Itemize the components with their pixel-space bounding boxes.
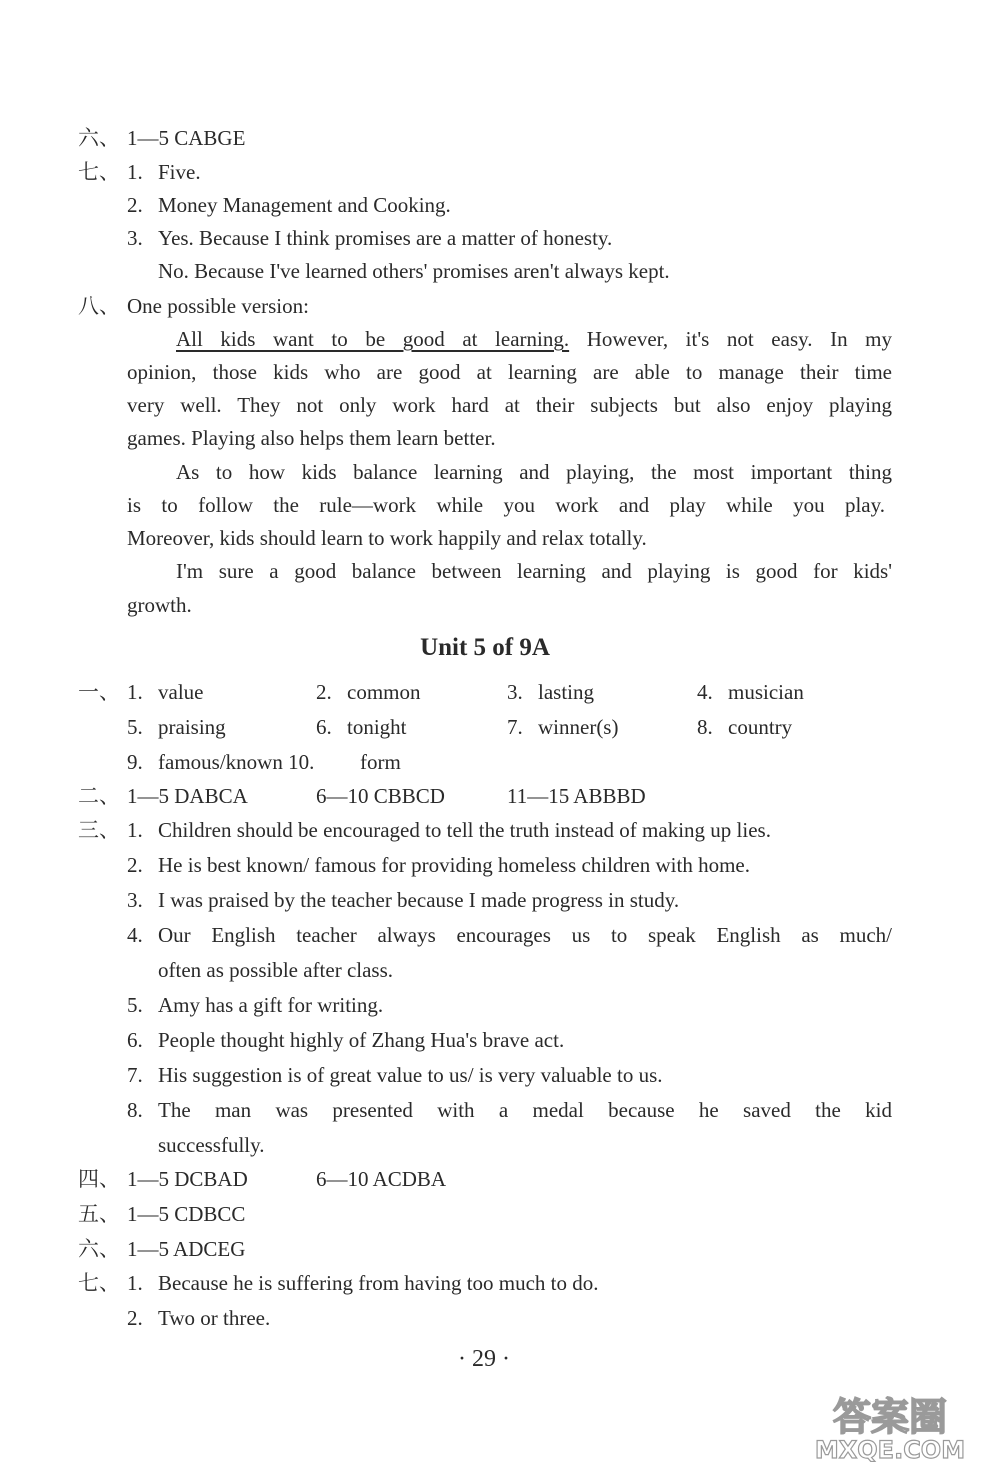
essay-line: growth. — [127, 593, 192, 617]
choice-answers: 6—10 ACDBA — [316, 1167, 447, 1191]
translation-answer: The man was presented with a medal because he saved the kid — [158, 1098, 892, 1122]
translation-answer: He is best known/ famous for providing homeless children with home. — [158, 853, 750, 877]
item-number: 2. — [316, 680, 332, 704]
watermark-text-bottom: MXQE.COM — [814, 1436, 966, 1462]
vocab-answer: value — [158, 680, 204, 704]
vocab-answer: form — [360, 750, 401, 774]
essay-line: I'm sure a good balance between learning and playing is good for kids' — [176, 559, 892, 583]
watermark-logo — [785, 1392, 995, 1462]
watermark-text-top: 答案圈 — [832, 1395, 948, 1439]
item-number: 3. — [127, 888, 143, 912]
item-number: 4. — [697, 680, 713, 704]
choice-answers: 6—10 CBBCD — [316, 784, 445, 808]
translation-answer: Our English teacher always encourages us to speak English as much/ — [158, 923, 892, 947]
item-number: 1. — [127, 1271, 143, 1295]
choice-answers: 1—5 DCBAD — [127, 1167, 248, 1191]
section-7-label: 七、 — [78, 160, 120, 184]
essay-line: very well. They not only work hard at their subjects but also enjoy playing — [127, 393, 892, 417]
essay-line: As to how kids balance learning and playing, the most important thing — [176, 460, 892, 484]
item-number: 5. — [127, 715, 143, 739]
choice-answers: 1—5 ADCEG — [127, 1237, 246, 1261]
vocab-answer: tonight — [347, 715, 407, 739]
item-number: 9. — [127, 750, 143, 774]
essay-paragraph-1-line-1: All kids want to be good at learning. However, it's not easy. In my — [176, 327, 892, 351]
item-number: 2. — [127, 1306, 143, 1330]
item-number: 3. — [127, 226, 143, 250]
translation-answer: I was praised by the teacher because I made progress in study. — [158, 888, 680, 912]
unit-section-6-label: 六、 — [78, 1237, 120, 1261]
translation-answer-continued: often as possible after class. — [158, 958, 394, 982]
essay-line: opinion, those kids who are good at learning are able to manage their time — [127, 360, 892, 384]
essay-line: Moreover, kids should learn to work happily and relax totally. — [127, 526, 647, 550]
translation-answer: Amy has a gift for writing. — [158, 993, 384, 1017]
choice-answers: 1—5 DABCA — [127, 784, 248, 808]
essay-line: is to follow the rule—work while you work and play while you play. — [127, 493, 885, 517]
item-number: 8. — [127, 1098, 143, 1122]
translation-answer: His suggestion is of great value to us/ is very valuable to us. — [158, 1063, 663, 1087]
section-6-answers: 1—5 CABGE — [127, 126, 246, 150]
item-number: 4. — [127, 923, 143, 947]
vocab-answer: common — [347, 680, 421, 704]
item-number: 2. — [127, 853, 143, 877]
unit-section-3-label: 三、 — [78, 818, 120, 842]
essay-intro: One possible version: — [127, 294, 309, 318]
unit-section-2-label: 二、 — [78, 784, 120, 808]
unit-title: Unit 5 of 9A — [420, 634, 550, 661]
item-number: 1. — [127, 160, 143, 184]
item-number: 5. — [127, 993, 143, 1017]
vocab-answer: famous/known 10. — [158, 750, 315, 774]
essay-topic-sentence: All kids want to be good at learning. — [176, 327, 570, 351]
item-number: 7. — [127, 1063, 143, 1087]
unit-section-5-label: 五、 — [78, 1202, 120, 1226]
item-number: 1. — [127, 818, 143, 842]
page-number: · 29 · — [458, 1346, 510, 1372]
vocab-answer: winner(s) — [538, 715, 619, 739]
essay-line: games. Playing also helps them learn better. — [127, 426, 496, 450]
answer-line: Yes. Because I think promises are a matter of honesty. — [158, 226, 613, 250]
vocab-answer: country — [728, 715, 793, 739]
answer-line: Because he is suffering from having too much to do. — [158, 1271, 599, 1295]
item-number: 3. — [507, 680, 523, 704]
translation-answer-continued: successfully. — [158, 1133, 265, 1157]
section-8-label: 八、 — [78, 294, 120, 318]
item-number: 1. — [127, 680, 143, 704]
section-6-label: 六、 — [78, 126, 120, 150]
item-number: 2. — [127, 193, 143, 217]
choice-answers: 1—5 CDBCC — [127, 1202, 246, 1226]
item-number: 6. — [316, 715, 332, 739]
item-number: 8. — [697, 715, 713, 739]
item-number: 7. — [507, 715, 523, 739]
unit-section-7-label: 七、 — [78, 1271, 120, 1295]
answer-line-continued: No. Because I've learned others' promises aren't always kept. — [158, 259, 670, 283]
translation-answer: Children should be encouraged to tell the truth instead of making up lies. — [158, 818, 771, 842]
vocab-answer: praising — [158, 715, 226, 739]
answer-line: Five. — [158, 160, 201, 184]
choice-answers: 11—15 ABBBD — [507, 784, 646, 808]
unit-section-1-label: 一、 — [78, 680, 120, 704]
item-number: 6. — [127, 1028, 143, 1052]
answer-line: Two or three. — [158, 1306, 271, 1330]
translation-answer: People thought highly of Zhang Hua's brave act. — [158, 1028, 565, 1052]
vocab-answer: lasting — [538, 680, 594, 704]
answer-line: Money Management and Cooking. — [158, 193, 451, 217]
vocab-answer: musician — [728, 680, 804, 704]
unit-section-4-label: 四、 — [78, 1167, 120, 1191]
